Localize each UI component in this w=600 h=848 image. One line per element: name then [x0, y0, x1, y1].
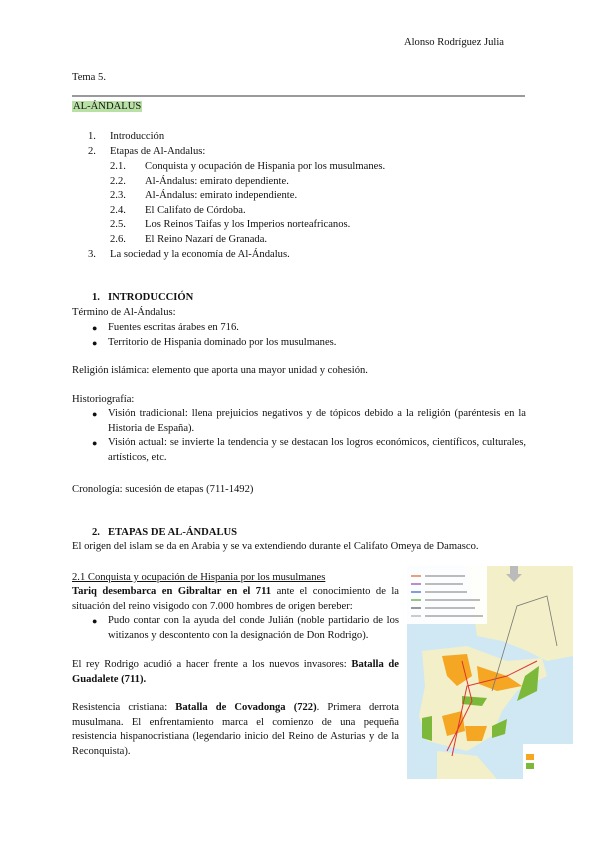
resistance-paragraph — [72, 701, 399, 759]
section-num: 1. — [92, 292, 100, 303]
toc-num: 2. — [88, 146, 96, 157]
toc-num: 2.3. — [110, 190, 126, 202]
toc-text: Conquista y ocupación de Hispania por los musulmanes. — [145, 161, 386, 172]
toc-sublist — [110, 160, 385, 248]
toc-text: Al-Ándalus: emirato independiente. — [145, 190, 298, 202]
toc-text: Los Reinos Taifas y los Imperios norteafricanos. — [145, 219, 351, 231]
historiography-bullets — [92, 407, 526, 465]
toc-item — [88, 130, 164, 145]
toc-num: 1. — [88, 131, 96, 142]
bullet-text: Territorio de Hispania dominado por los musulmanes. — [108, 336, 337, 348]
toc-num: 2.5. — [110, 219, 126, 231]
toc-num: 2.1. — [110, 161, 126, 172]
toc-item — [88, 248, 290, 263]
topic-label: Tema 5. — [72, 72, 106, 83]
toc-text: Etapas de Al-Andalus: — [110, 146, 206, 157]
term-bullets — [92, 321, 528, 350]
resist-bold: Batalla de Covadonga (722) — [175, 702, 317, 713]
bullet-icon: ● — [92, 438, 98, 449]
resist-rest: . Primera derrota musulmana. El enfrentamiento marca el comienzo de una pequeña resistencia hispanocristiana (legendario inicio del Reino de Asturias y de la Reconquista). — [72, 702, 399, 757]
section-heading-intro — [92, 291, 193, 306]
julian-bullet — [92, 614, 399, 643]
toc-num: 2.2. — [110, 175, 126, 187]
toc-text: Al-Ándalus: emirato dependiente. — [145, 175, 289, 187]
bullet-icon: ● — [92, 409, 98, 419]
bullet-icon: ● — [92, 323, 98, 333]
toc-num: 2.4. — [110, 204, 126, 216]
rodrigo-paragraph — [72, 658, 399, 687]
bullet-text: Fuentes escritas árabes en 716. — [108, 322, 239, 333]
section-num: 2. — [92, 527, 100, 538]
divider — [72, 95, 525, 97]
toc-text: El Califato de Córdoba. — [145, 204, 246, 216]
section-heading-stages — [92, 526, 237, 541]
section-title: ETAPAS DE AL-ÁNDALUS — [107, 527, 238, 538]
tariq-bold: Tariq desembarca en Gibraltar en el 711 — [72, 586, 272, 597]
bullet-icon: ● — [92, 337, 98, 348]
conquest-map-image — [407, 566, 573, 779]
tariq-paragraph — [72, 585, 399, 614]
term-label: Término de Al-Ándalus: — [72, 307, 176, 318]
subsection-title: 2.1 Conquista y ocupación de Hispania por los musulmanes — [72, 572, 326, 583]
tariq-text: ante el conocimiento de la situación del reino visigodo con 7.000 hombres de origen bereber: — [72, 586, 399, 612]
rodrigo-text: El rey Rodrigo acudió a hacer frente a los nuevos invasores: — [72, 659, 352, 670]
bullet-text: Visión actual: se invierte la tendencia y se destacan los logros económicos, científicos, culturales, artísticos, etc. — [108, 437, 526, 463]
rodrigo-bold: Batalla de Guadalete (711). — [72, 659, 399, 685]
toc-num: 3. — [88, 249, 96, 260]
subsection-heading — [72, 571, 325, 586]
origin-text: El origen del islam se da en Arabia y se va extendiendo durante el Califato Omeya de Damasco. — [72, 541, 479, 552]
historiography-label: Historiografía: — [72, 394, 135, 405]
toc-item — [88, 145, 205, 160]
toc-text: La sociedad y la economía de Al-Ándalus. — [110, 249, 290, 260]
bullet-icon: ● — [92, 616, 98, 626]
chronology-text: Cronología: sucesión de etapas (711-1492) — [72, 484, 254, 495]
document-title — [72, 100, 142, 115]
religion-text: Religión islámica: elemento que aporta una mayor unidad y cohesión. — [72, 365, 368, 376]
toc-num: 2.6. — [110, 233, 126, 245]
toc-text: El Reino Nazarí de Granada. — [145, 233, 268, 245]
bullet-text: Visión tradicional: llena prejuicios negativos y de tópicos debido a la religión (paréntesis en la Historia de España). — [108, 408, 526, 434]
toc-text: Introducción — [110, 131, 165, 142]
author-name: Alonso Rodríguez Julia — [403, 37, 504, 48]
bullet-text: Pudo contar con la ayuda del conde Julián (noble partidario de los witizanos y descontento con la designación de Don Rodrigo). — [108, 615, 399, 641]
resist-text: Resistencia cristiana: — [72, 702, 176, 713]
title-highlight: AL-ÁNDALUS — [73, 101, 142, 112]
section-title: INTRODUCCIÓN — [107, 292, 194, 303]
